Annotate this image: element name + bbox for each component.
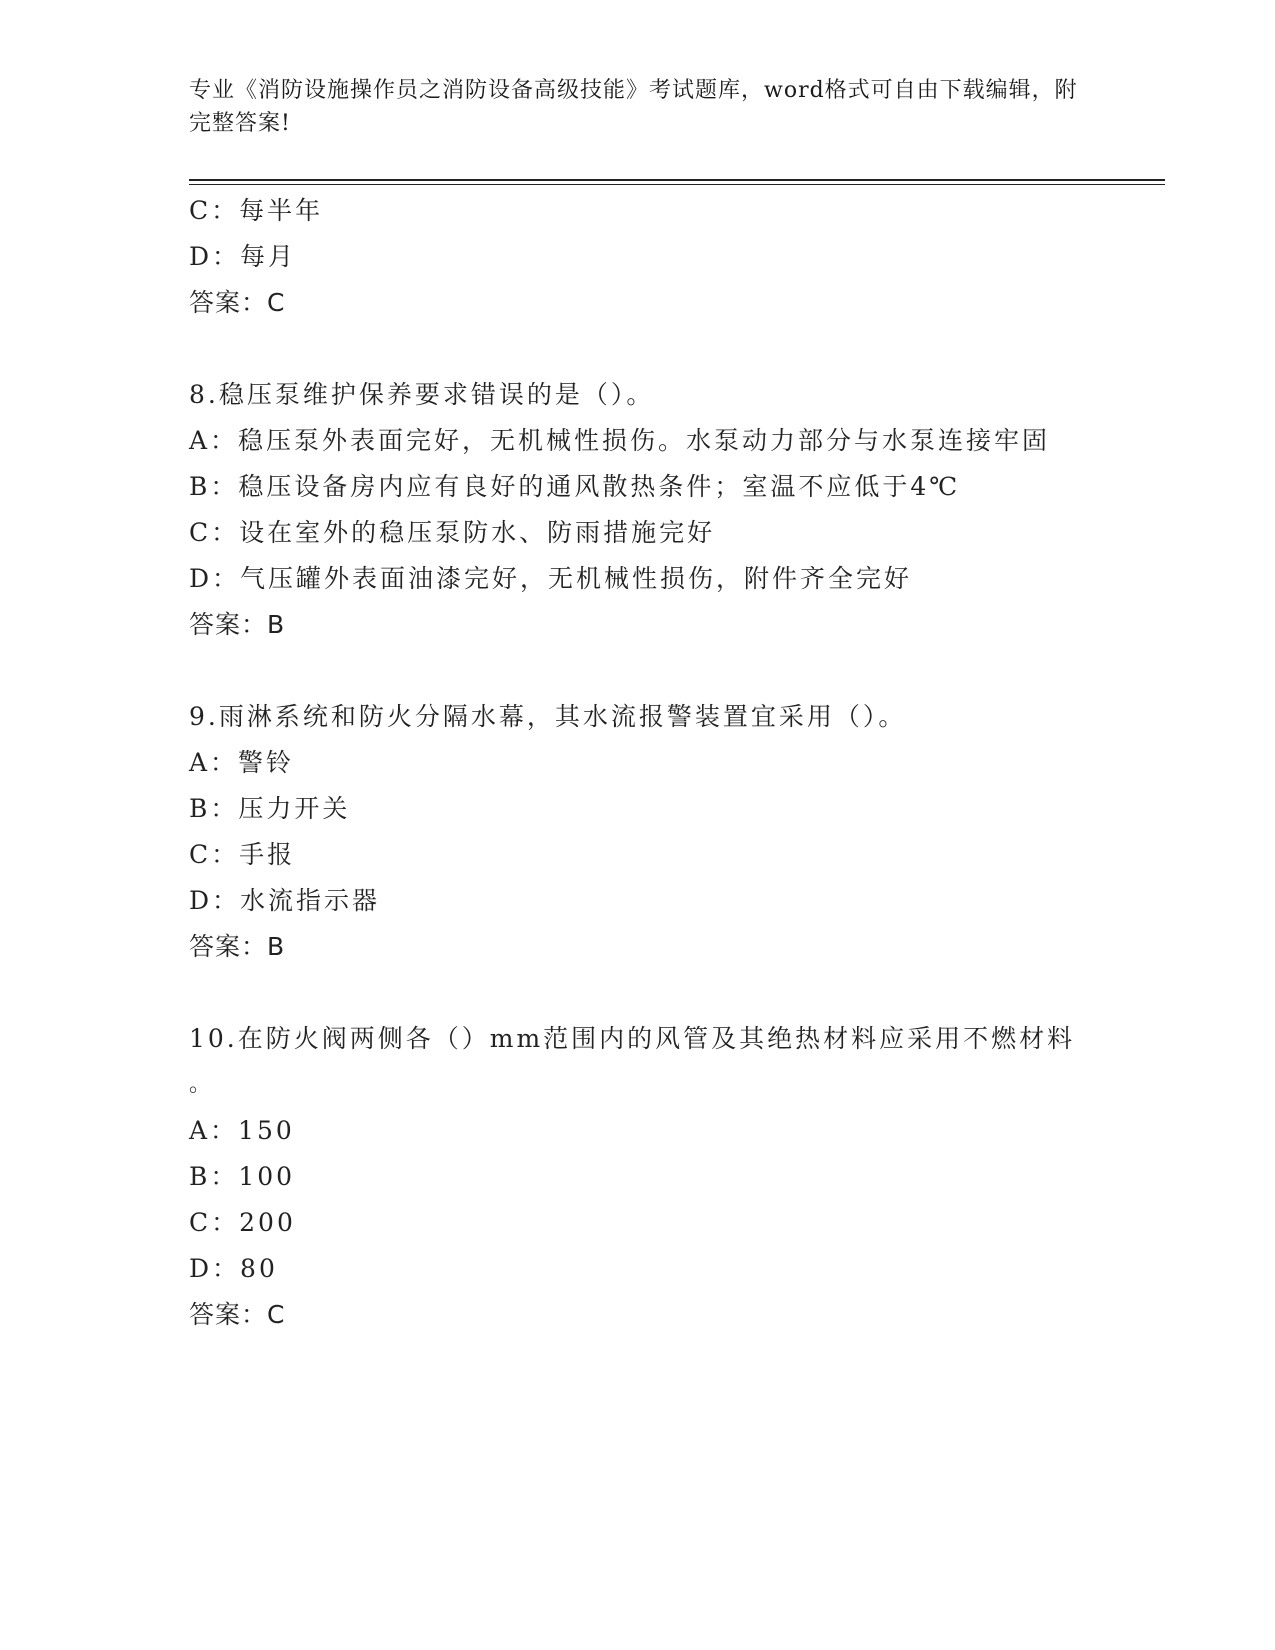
option-c: C：200 [189, 1208, 296, 1237]
option-c: C：设在室外的稳压泵防水、防雨措施完好 [189, 518, 716, 547]
question-text: 8.稳压泵维护保养要求错误的是（）。 [189, 380, 655, 409]
answer: 答案：B [189, 932, 286, 961]
spacer [189, 970, 1149, 1016]
answer: 答案：B [189, 610, 286, 639]
question-10 [189, 1016, 1149, 1338]
question-text: 10.在防火阀两侧各（）mm范围内的风管及其绝热材料应采用不燃材料 [189, 1024, 1076, 1053]
answer: 答案：C [189, 1300, 286, 1329]
header-divider-thin [189, 184, 1165, 185]
option-b: B：100 [189, 1162, 296, 1191]
document-header: 专业《消防设施操作员之消防设备高级技能》考试题库，word格式可自由下载编辑，附完整答案! [189, 78, 1078, 136]
option-d: D：水流指示器 [189, 886, 381, 915]
header-divider-thick [189, 179, 1165, 181]
option-b: B：压力开关 [189, 794, 351, 823]
question-8 [189, 372, 1149, 648]
spacer [189, 648, 1149, 694]
option-a: A：150 [189, 1116, 295, 1145]
question-9 [189, 694, 1149, 970]
question-text: 9.雨淋系统和防火分隔水幕，其水流报警装置宜采用（）。 [189, 702, 907, 731]
option-b: B：稳压设备房内应有良好的通风散热条件；室温不应低于4℃ [189, 472, 961, 501]
option-a: A：稳压泵外表面完好，无机械性损伤。水泵动力部分与水泵连接牢固 [189, 426, 1051, 455]
question-content [189, 188, 1149, 1338]
option-a: A：警铃 [189, 748, 295, 777]
option-d: D：气压罐外表面油漆完好，无机械性损伤，附件齐全完好 [189, 564, 913, 593]
option-c: C：每半年 [189, 196, 324, 225]
answer: 答案：C [189, 288, 286, 317]
option-c: C：手报 [189, 840, 296, 869]
question-text-continuation: 。 [189, 1072, 215, 1097]
option-d: D：每月 [189, 242, 297, 271]
option-d: D：80 [189, 1254, 278, 1283]
question-7-tail [189, 188, 1149, 326]
spacer [189, 326, 1149, 372]
